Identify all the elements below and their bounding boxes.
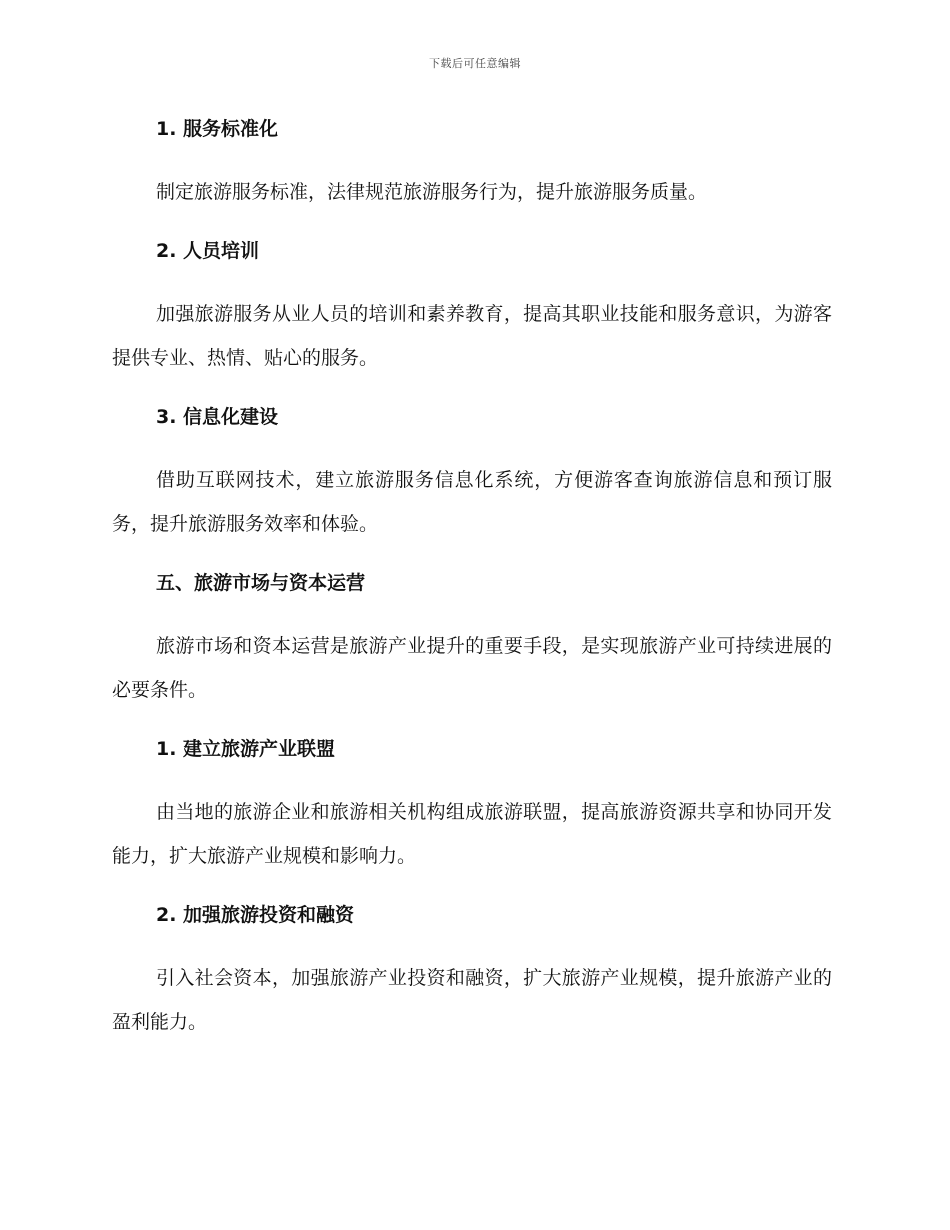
section-market-capital bbox=[112, 566, 832, 712]
section-industry-alliance bbox=[112, 732, 832, 878]
header-note: 下载后可任意编辑 bbox=[429, 57, 521, 70]
section-staff-training bbox=[112, 234, 832, 380]
section-heading: 2. 人员培训 bbox=[156, 240, 260, 262]
document-body bbox=[112, 112, 832, 1044]
section-paragraph: 旅游市场和资本运营是旅游产业提升的重要手段，是实现旅游产业可持续进展的必要条件。 bbox=[112, 635, 832, 701]
section-heading: 2. 加强旅游投资和融资 bbox=[156, 904, 355, 926]
section-service-standardization bbox=[112, 112, 832, 214]
section-paragraph: 引入社会资本，加强旅游产业投资和融资，扩大旅游产业规模，提升旅游产业的盈利能力。 bbox=[112, 967, 832, 1033]
section-heading: 1. 服务标准化 bbox=[156, 118, 279, 140]
section-paragraph: 由当地的旅游企业和旅游相关机构组成旅游联盟，提高旅游资源共享和协同开发能力，扩大旅游产业规模和影响力。 bbox=[112, 801, 832, 867]
section-informatization bbox=[112, 400, 832, 546]
section-heading: 五、旅游市场与资本运营 bbox=[156, 572, 366, 594]
section-heading: 1. 建立旅游产业联盟 bbox=[156, 738, 336, 760]
section-heading: 3. 信息化建设 bbox=[156, 406, 279, 428]
section-investment-financing bbox=[112, 898, 832, 1044]
section-paragraph: 制定旅游服务标准，法律规范旅游服务行为，提升旅游服务质量。 bbox=[156, 181, 708, 203]
section-paragraph: 加强旅游服务从业人员的培训和素养教育，提高其职业技能和服务意识，为游客提供专业、热情、贴心的服务。 bbox=[112, 303, 832, 369]
section-paragraph: 借助互联网技术，建立旅游服务信息化系统，方便游客查询旅游信息和预订服务，提升旅游服务效率和体验。 bbox=[112, 469, 832, 535]
